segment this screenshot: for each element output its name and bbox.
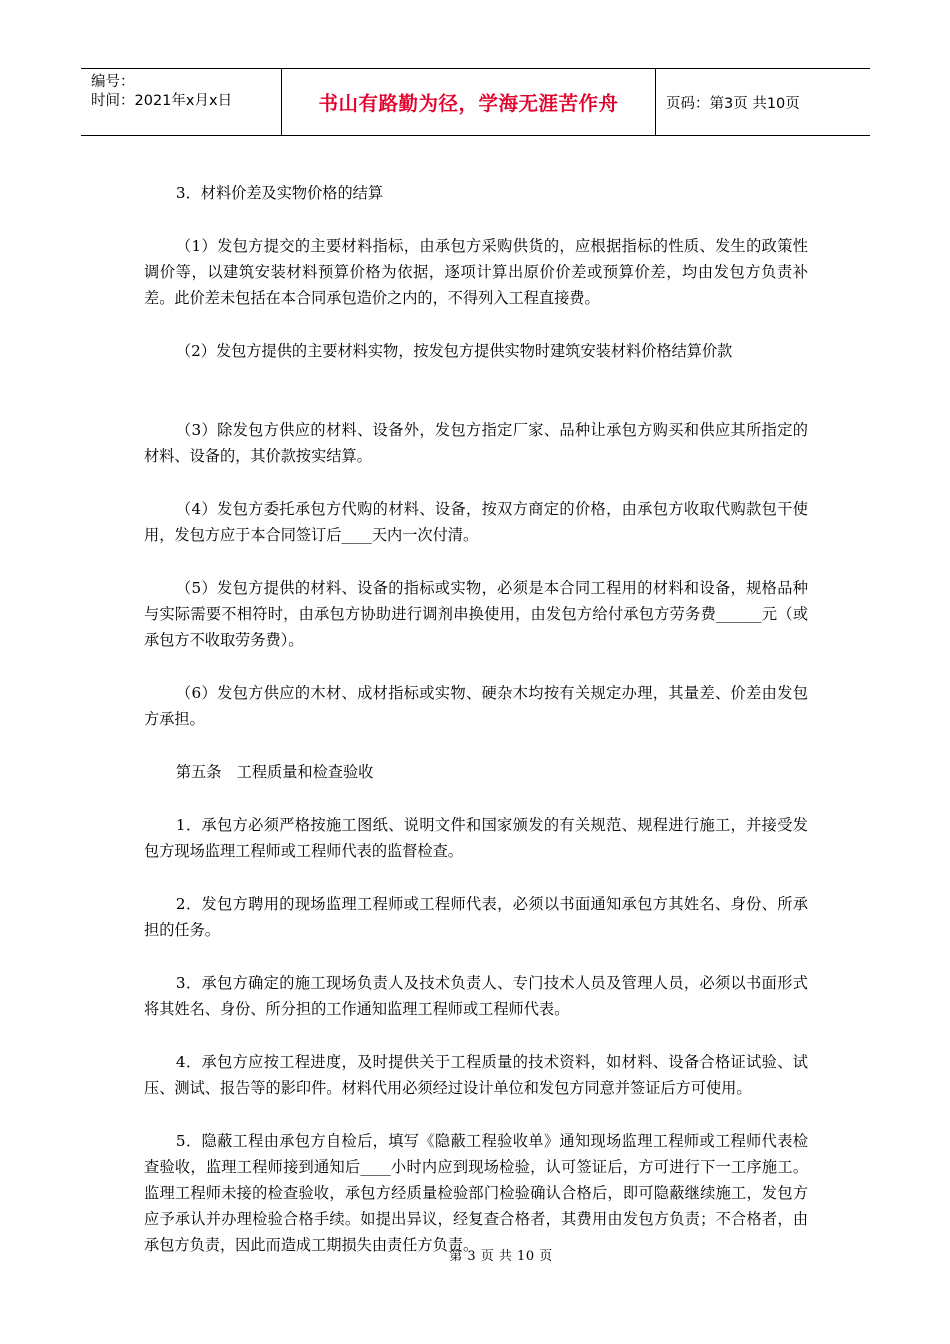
document-body bbox=[144, 180, 808, 1258]
header-meta-cell bbox=[81, 69, 282, 135]
doc-date-label: 时间：2021年x月x日 bbox=[91, 93, 233, 109]
paragraph-quality-5: 5．隐蔽工程由承包方自检后，填写《隐蔽工程验收单》通知现场监理工程师或工程师代表检查验收，监理工程师接到通知后____小时内应到现场检验，认可签证后，方可进行下一工序施工。监理工程师未接的检查验收，承包方经质量检验部门检验确认合格后，即可隐蔽继续施工，发包方应予承认并办理检验合格手续。如提出异议，经复查合格者，其费用由发包方负责；不合格者，由承包方负责，因此而造成工期损失由责任方负责。 bbox=[144, 1132, 808, 1254]
paragraph-item-6: （6）发包方供应的木材、成材指标或实物、硬杂木均按有关规定办理，其量差、价差由发包方承担。 bbox=[144, 684, 808, 728]
doc-number-label: 编号： bbox=[91, 74, 135, 90]
paragraph-item-4: （4）发包方委托承包方代购的材料、设备，按双方商定的价格，由承包方收取代购款包干使用，发包方应于本合同签订后____天内一次付清。 bbox=[144, 500, 808, 544]
header-motto: 书山有路勤为径，学海无涯苦作舟 bbox=[282, 69, 656, 135]
article-five-heading: 第五条 工程质量和检查验收 bbox=[175, 763, 374, 781]
paragraph-quality-3: 3．承包方确定的施工现场负责人及技术负责人、专门技术人员及管理人员，必须以书面形式将其姓名、身份、所分担的工作通知监理工程师或工程师代表。 bbox=[144, 974, 808, 1018]
paragraph-item-5: （5）发包方提供的材料、设备的指标或实物，必须是本合同工程用的材料和设备，规格品种与实际需要不相符时，由承包方协助进行调剂串换使用，由发包方给付承包方劳务费______元（或承包方不收取劳务费）。 bbox=[144, 579, 808, 649]
paragraph-quality-1: 1．承包方必须严格按施工图纸、说明文件和国家颁发的有关规范、规程进行施工，并接受发包方现场监理工程师或工程师代表的监督检查。 bbox=[144, 816, 808, 860]
paragraph-item-3: （3）除发包方供应的材料、设备外，发包方指定厂家、品种让承包方购买和供应其所指定的材料、设备的，其价款按实结算。 bbox=[144, 421, 808, 465]
page-footer bbox=[0, 1245, 950, 1264]
footer-page-number: 第 3 页 共 10 页 bbox=[449, 1249, 553, 1264]
header-table bbox=[81, 68, 870, 136]
paragraph-item-2: （2）发包方提供的主要材料实物，按发包方提供实物时建筑安装材料价格结算价款 bbox=[175, 342, 733, 360]
paragraph-quality-4: 4．承包方应按工程进度，及时提供关于工程质量的技术资料，如材料、设备合格证试验、试压、测试、报告等的影印件。材料代用必须经过设计单位和发包方同意并签证后方可使用。 bbox=[144, 1053, 808, 1097]
paragraph-quality-2: 2．发包方聘用的现场监理工程师或工程师代表，必须以书面通知承包方其姓名、身份、所承担的任务。 bbox=[144, 895, 808, 939]
paragraph-item-1: （1）发包方提交的主要材料指标，由承包方采购供货的，应根据指标的性质、发生的政策性调价等，以建筑安装材料预算价格为依据，逐项计算出原价价差或预算价差，均由发包方负责补差。此价差未包括在本合同承包造价之内的，不得列入工程直接费。 bbox=[144, 237, 808, 307]
header-page-info: 页码：第3页 共10页 bbox=[666, 95, 800, 112]
paragraph-material-price-heading: 3．材料价差及实物价格的结算 bbox=[175, 184, 384, 202]
